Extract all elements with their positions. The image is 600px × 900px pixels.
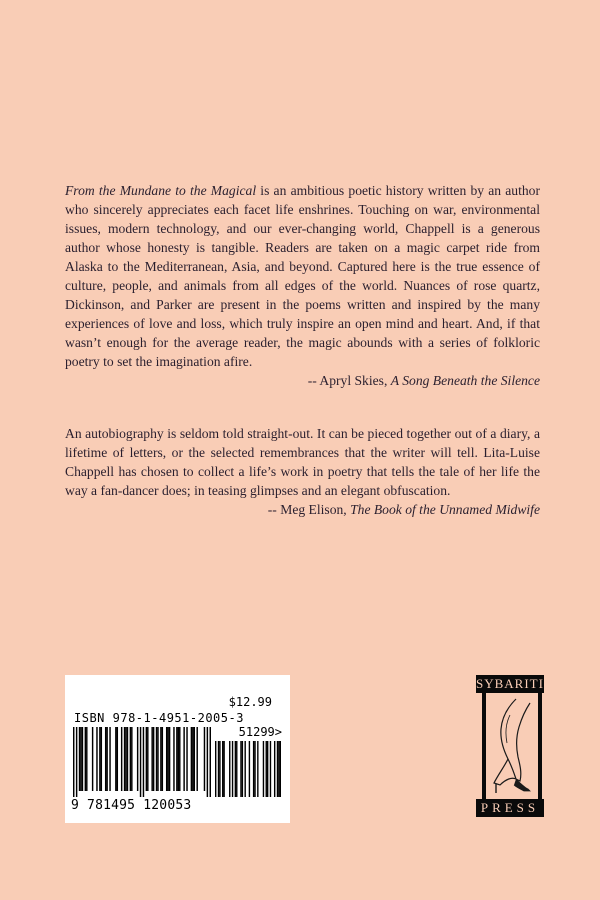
barcode-bar <box>266 741 267 797</box>
barcode-bar <box>173 727 174 791</box>
barcode-bar <box>109 727 110 791</box>
barcode-bar <box>192 727 193 791</box>
barcode-bar <box>146 727 147 791</box>
review-2-text: An autobiography is seldom told straight-out. It can be pieced together out of a diary, a lifetime of letters, or the selected remembrances that the writer will tell. Lita-Luise Chappell has chosen to collect a life’s work in poetry that tells the tale of her life the way a fan-dancer does; in teasing glimpses and an elegant obfuscation. <box>65 426 540 498</box>
isbn-label: ISBN 978-1-4951-2005-3 <box>74 711 244 725</box>
barcode-bar <box>186 727 187 791</box>
barcode-bar <box>280 741 281 797</box>
barcode-bar <box>130 727 131 791</box>
logo-frame <box>482 693 542 799</box>
barcode-bar <box>79 727 80 791</box>
barcode-bar <box>153 727 154 791</box>
barcode-bar <box>105 727 106 791</box>
barcode-bar <box>236 741 237 797</box>
high-heel-leg-icon <box>486 693 538 799</box>
barcode-bar <box>257 741 258 797</box>
barcode-bar <box>166 727 167 791</box>
isbn-barcode <box>65 675 290 823</box>
barcode-bar <box>194 727 195 791</box>
barcode-bar <box>82 727 83 791</box>
barcode-bar <box>85 727 86 791</box>
barcode-bar <box>223 741 224 797</box>
barcode-bar <box>263 741 264 797</box>
barcode-bar <box>73 727 74 797</box>
barcode-bar <box>179 727 180 791</box>
review-blurb-2 <box>65 424 540 519</box>
attribution-name: -- Apryl Skies, <box>307 373 391 388</box>
barcode-bar <box>156 727 157 791</box>
publisher-name-bottom: PRESS <box>476 799 544 817</box>
barcode-bar <box>240 741 241 797</box>
barcode-bar <box>244 741 245 797</box>
barcode-bar <box>278 741 279 797</box>
barcode-bar <box>76 727 77 797</box>
barcode-bar <box>219 741 220 797</box>
barcode-bar <box>178 727 179 791</box>
barcode-bar <box>117 727 118 791</box>
review-2-attribution <box>65 500 540 519</box>
attribution-work: The Book of the Unnamed Midwife <box>350 502 540 517</box>
barcode-bar <box>92 727 93 791</box>
barcode-bar <box>99 727 100 791</box>
barcode-bar <box>169 727 170 791</box>
barcode-bar <box>96 727 97 791</box>
publisher-name-top: SYBARITIC <box>476 676 554 691</box>
barcode-bar <box>242 741 243 797</box>
barcode-bar <box>127 727 128 791</box>
barcode-bar <box>235 741 236 797</box>
barcode-bar <box>249 741 250 797</box>
barcode-bar <box>267 741 268 797</box>
barcode-bar <box>115 727 116 791</box>
addon-barcode-bars <box>215 741 281 803</box>
barcode-bar <box>229 741 230 797</box>
barcode-bar <box>147 727 148 791</box>
barcode-bar <box>270 741 271 797</box>
barcode-bar <box>151 727 152 791</box>
barcode-bar <box>210 727 211 797</box>
review-1-attribution <box>65 371 540 390</box>
barcode-bar <box>86 727 87 791</box>
review-1-body <box>65 181 540 371</box>
barcode-bar <box>254 741 255 797</box>
barcode-bar <box>215 741 216 797</box>
barcode-bar <box>191 727 192 791</box>
barcode-bar <box>131 727 132 791</box>
barcode-bar <box>176 727 177 791</box>
book-title: From the Mundane to the Magical <box>65 183 257 198</box>
barcode-bar <box>106 727 107 791</box>
barcode-bar <box>157 727 158 791</box>
barcode-bar <box>121 727 122 791</box>
barcode-bar <box>124 727 125 791</box>
barcode-bar <box>160 727 161 791</box>
barcode-bar <box>140 727 141 797</box>
ean-barcode-bars <box>73 727 211 799</box>
barcode-bar <box>101 727 102 791</box>
barcode-bar <box>274 741 275 797</box>
ean-digits-label: 9 781495 120053 <box>71 798 192 813</box>
barcode-bar <box>137 727 138 791</box>
barcode-bar <box>125 727 126 791</box>
review-1-text: is an ambitious poetic history written by an author who sincerely appreciates each facet life enshrines. Touching on war, environmental issues, modern technology, and our ever-changing world, Chappell is a generous author whose honesty is tangible. Readers are taken on a magic carpet ride from Alaska to the Mediterranean, Asia, and beyond. Captured here is the true essence of culture, people, and animals from all edges of the world. Nuances of rose quartz, Dickinson, and Parker are present in the poems written and inspired by the many experiences of love and loss, which truly inspire an open mind and heart. And, if that wasn’t enough for the average reader, the magic abounds with a series of folkloric poetry to set the imagination afire. <box>65 183 540 369</box>
review-blurb-1 <box>65 181 540 390</box>
barcode-bar <box>143 727 144 797</box>
attribution-name: -- Meg Elison, <box>267 502 351 517</box>
price-addon-label: 51299> <box>238 725 282 739</box>
barcode-bar <box>232 741 233 797</box>
barcode-bar <box>183 727 184 791</box>
barcode-bar <box>80 727 81 791</box>
barcode-bar <box>222 741 223 797</box>
barcode-bar <box>196 727 197 791</box>
price-label: $12.99 <box>228 695 272 709</box>
publisher-logo <box>476 675 554 827</box>
barcode-bar <box>277 741 278 797</box>
barcode-bar <box>253 741 254 797</box>
barcode-bar <box>204 727 205 791</box>
barcode-bar <box>167 727 168 791</box>
barcode-bar <box>162 727 163 791</box>
barcode-bar <box>207 727 208 797</box>
attribution-work: A Song Beneath the Silence <box>390 373 540 388</box>
barcode-bar <box>218 741 219 797</box>
